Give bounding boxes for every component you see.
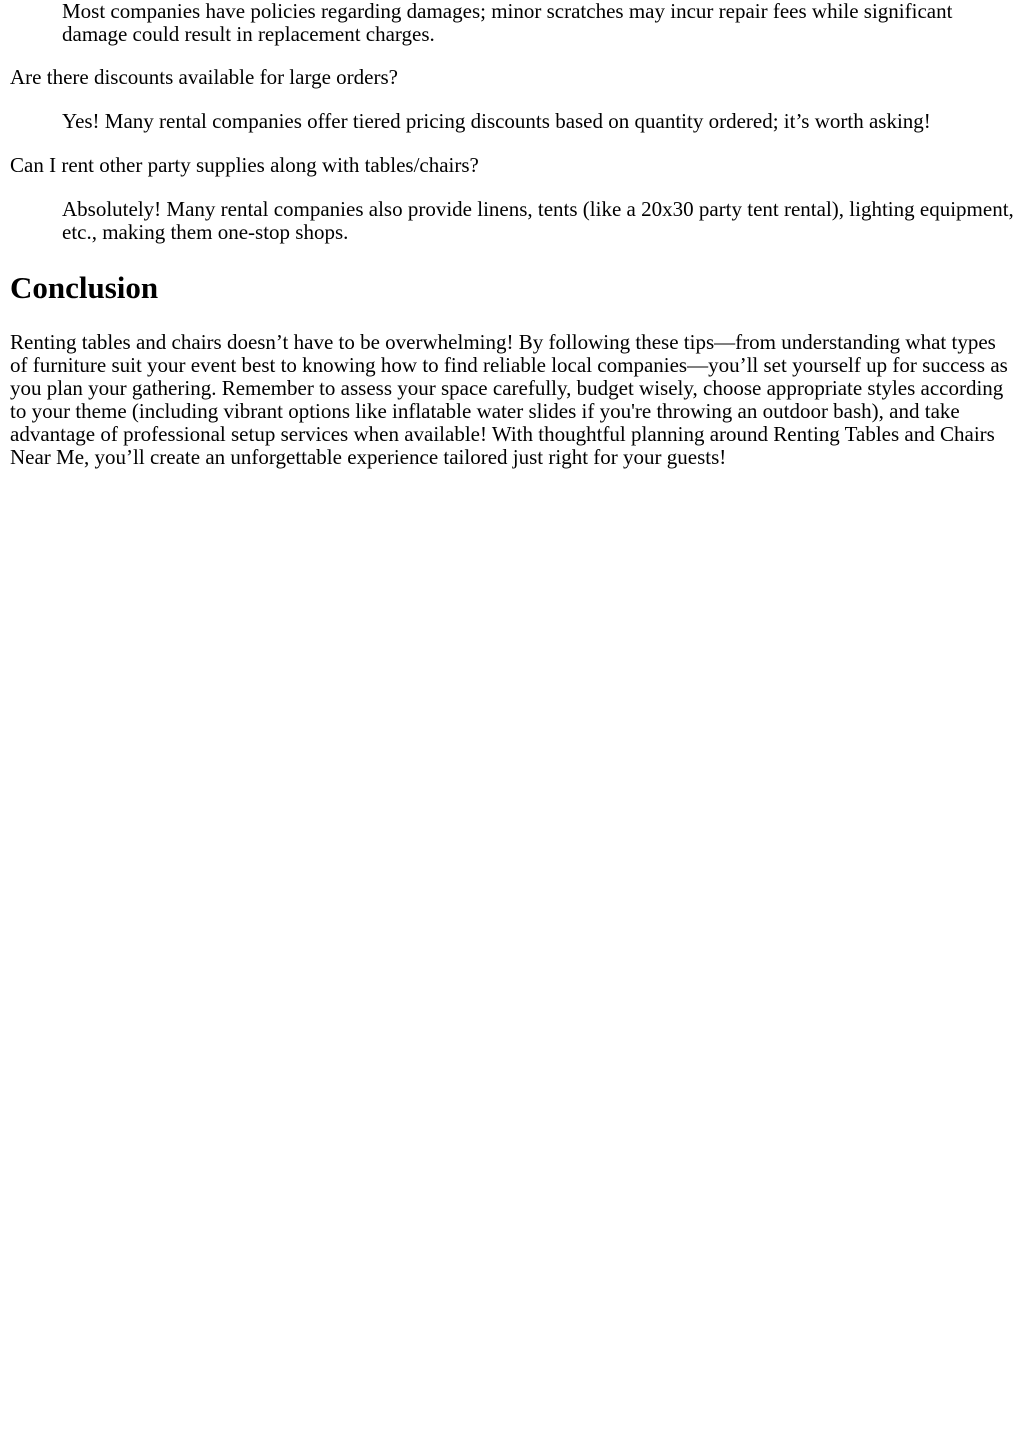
faq-question-supplies: Can I rent other party supplies along with tables/chairs?: [10, 153, 479, 177]
faq-answer-damages: Most companies have policies regarding damages; minor scratches may incur repair fees while significant damage could result in replacement charges.: [62, 0, 953, 46]
article-content: [0, 0, 1024, 469]
faq-answer-discounts: Yes! Many rental companies offer tiered pricing discounts based on quantity ordered; it’s worth asking!: [62, 109, 931, 133]
faq-answer-supplies: Absolutely! Many rental companies also provide linens, tents (like a 20x30 party tent rental), lighting equipment, etc., making them one-stop shops.: [62, 197, 1014, 244]
conclusion-paragraph: Renting tables and chairs doesn’t have to be overwhelming! By following these tips—from understanding what types of furniture suit your event best to knowing how to find reliable local companies—you’ll set yourself up for success as you plan your gathering. Remember to assess your space carefully, budget wisely, choose appropriate styles according to your theme (including vibrant options like inflatable water slides if you're throwing an outdoor bash), and take advantage of professional setup services when available! With thoughtful planning around Renting Tables and Chairs Near Me, you’ll create an unforgettable experience tailored just right for your guests!: [10, 330, 1008, 469]
conclusion-heading: Conclusion: [10, 270, 159, 305]
faq-question-discounts: Are there discounts available for large orders?: [10, 65, 398, 89]
